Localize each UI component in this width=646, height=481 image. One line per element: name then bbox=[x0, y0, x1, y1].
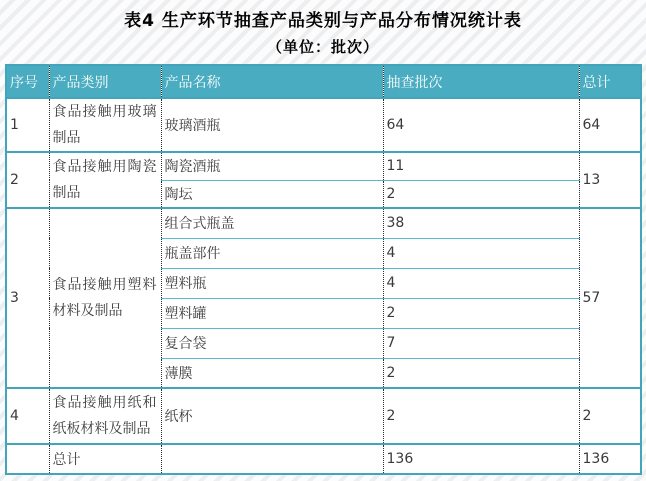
statistics-table bbox=[5, 64, 642, 475]
table-row bbox=[6, 98, 641, 152]
cell-product-name: 组合式瓶盖 bbox=[161, 208, 383, 238]
table-row bbox=[6, 152, 641, 180]
cell-serial: 4 bbox=[6, 388, 49, 444]
cell-category: 食品接触用塑料材料及制品 bbox=[49, 208, 161, 388]
cell-batches: 4 bbox=[383, 238, 579, 268]
header-batches: 抽查批次 bbox=[383, 65, 579, 98]
cell-product-name: 陶坛 bbox=[161, 180, 383, 208]
header-category: 产品类别 bbox=[49, 65, 161, 98]
cell-batches: 7 bbox=[383, 328, 579, 358]
cell-group-total: 57 bbox=[579, 208, 641, 388]
unit-note: （单位：批次） bbox=[266, 38, 379, 56]
cell-batches: 11 bbox=[383, 152, 579, 180]
cell-category: 食品接触用玻璃制品 bbox=[49, 98, 161, 152]
cell-total-label: 总计 bbox=[49, 444, 161, 474]
header-total: 总计 bbox=[579, 65, 641, 98]
cell-group-total: 64 bbox=[579, 98, 641, 152]
table-row bbox=[6, 208, 641, 238]
cell-product-name: 塑料瓶 bbox=[161, 268, 383, 298]
cell-product-name: 玻璃酒瓶 bbox=[161, 98, 383, 152]
header-serial: 序号 bbox=[6, 65, 49, 98]
cell-serial: 1 bbox=[6, 98, 49, 152]
cell-product-name: 复合袋 bbox=[161, 328, 383, 358]
cell-product-name: 塑料罐 bbox=[161, 298, 383, 328]
cell-batches: 2 bbox=[383, 358, 579, 388]
header-product-name: 产品名称 bbox=[161, 65, 383, 98]
cell-batches: 64 bbox=[383, 98, 579, 152]
header-row bbox=[6, 65, 641, 98]
cell-product-name: 纸杯 bbox=[161, 388, 383, 444]
cell-serial: 3 bbox=[6, 208, 49, 388]
cell-product-name: 陶瓷酒瓶 bbox=[161, 152, 383, 180]
cell-batches: 2 bbox=[383, 388, 579, 444]
cell-category: 食品接触用纸和纸板材料及制品 bbox=[49, 388, 161, 444]
cell-batches: 4 bbox=[383, 268, 579, 298]
total-row bbox=[6, 444, 641, 474]
cell-group-total: 2 bbox=[579, 388, 641, 444]
cell-batches: 2 bbox=[383, 298, 579, 328]
table-row bbox=[6, 388, 641, 444]
cell-grand-total: 136 bbox=[579, 444, 641, 474]
cell-serial: 2 bbox=[6, 152, 49, 208]
cell-product-name: 薄膜 bbox=[161, 358, 383, 388]
cell-batches-total: 136 bbox=[383, 444, 579, 474]
cell-batches: 38 bbox=[383, 208, 579, 238]
cell-group-total: 13 bbox=[579, 152, 641, 208]
cell-product-name: 瓶盖部件 bbox=[161, 238, 383, 268]
cell-category: 食品接触用陶瓷制品 bbox=[49, 152, 161, 208]
page-title: 表4 生产环节抽查产品类别与产品分布情况统计表 bbox=[124, 11, 522, 31]
cell-serial-empty bbox=[6, 444, 49, 474]
cell-batches: 2 bbox=[383, 180, 579, 208]
cell-product-name-empty bbox=[161, 444, 383, 474]
